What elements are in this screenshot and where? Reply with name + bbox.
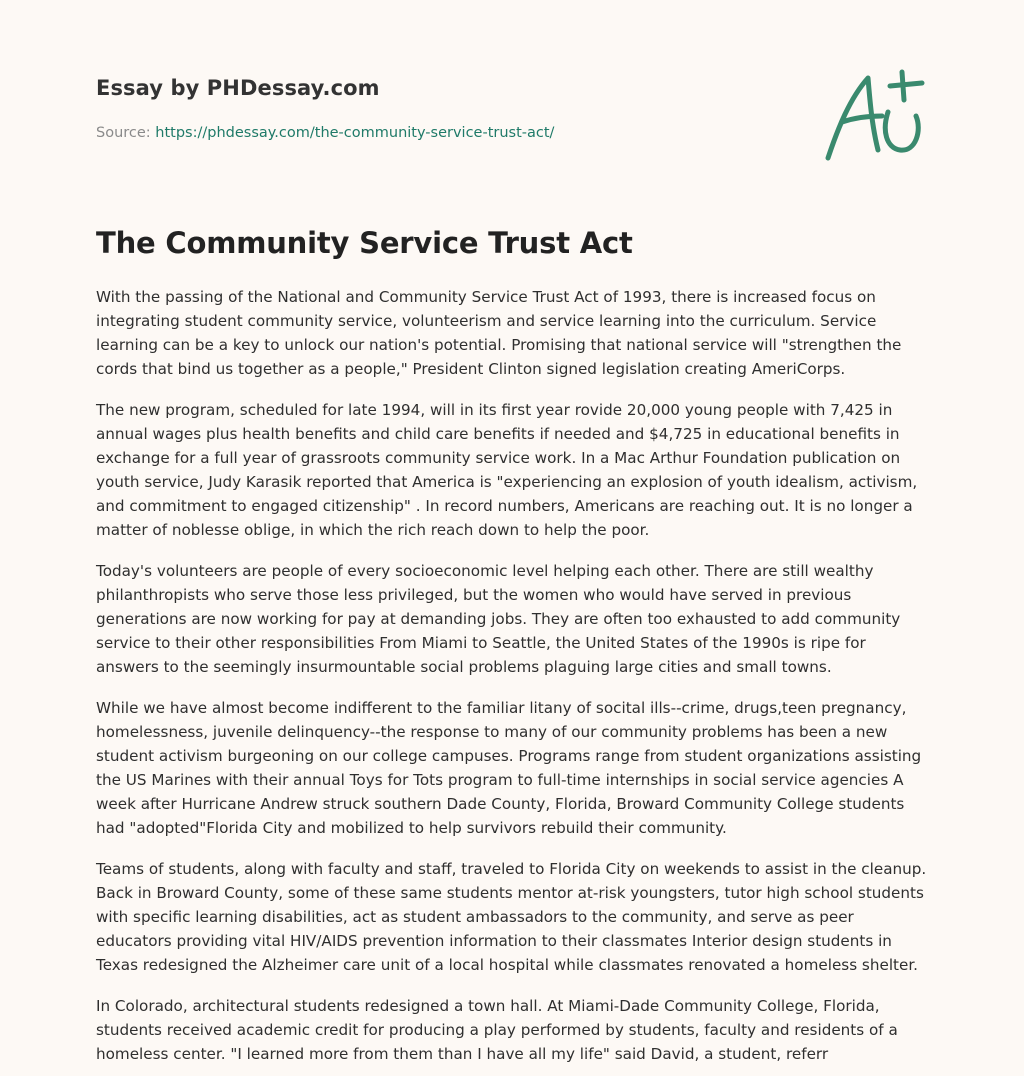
source-link[interactable]: https://phdessay.com/the-community-service-trust-act/ [155, 125, 555, 141]
paragraph: The new program, scheduled for late 1994, will in its first year rovide 20,000 young people with 7,425 in annual wages plus health benefits and child care benefits if needed and $4,725 in educational benefits in exchange for a full year of grassroots community service work. In a Mac Arthur Foundation publication on youth service, Judy Karasik reported that America is "experiencing an explosion of youth idealism, activism, and commitment to engaged citizenship" . In record numbers, Americans are reaching out. It is no longer a matter of noblesse oblige, in which the rich reach down to help the poor. [96, 401, 918, 539]
article-title: The Community Service Trust Act [96, 226, 633, 260]
paragraph: Teams of students, along with faculty and staff, traveled to Florida City on weekends to assist in the cleanup. Back in Broward County, some of these same students mentor at-risk youngsters, tutor high school students with specific learning disabilities, act as student ambassadors to the community, and serve as peer educators providing vital HIV/AIDS prevention information to their classmates Interior design students in Texas redesigned the Alzheimer care unit of a local hospital while classmates renovated a homeless shelter. [96, 860, 927, 974]
page-header [96, 76, 796, 141]
paragraph: With the passing of the National and Community Service Trust Act of 1993, there is increased focus on integrating student community service, volunteerism and service learning into the curriculum. Service learning can be a key to unlock our nation's potential. Promising that national service will "strengthen the cords that bind us together as a people," President Clinton signed legislation creating AmeriCorps. [96, 288, 902, 378]
paragraph: While we have almost become indifferent to the familiar litany of socital ills--crime, drugs,teen pregnancy, homelessness, juvenile delinquency--the response to many of our community problems has been a new student activism burgeoning on our college campuses. Programs range from student organizations assisting the US Marines with their annual Toys for Tots program to full-time internships in social service agencies A week after Hurricane Andrew struck southern Dade County, Florida, Broward Community College students had "adopted"Florida City and mobilized to help survivors rebuild their community. [96, 699, 922, 837]
paragraph: In Colorado, architectural students redesigned a town hall. At Miami-Dade Community College, Florida, students received academic credit for producing a play performed by students, faculty and residents of a homeless center. "I learned more from them than I have all my life" said David, a student, referr [96, 997, 898, 1063]
article-body [96, 285, 928, 1076]
paragraph: Today's volunteers are people of every socioeconomic level helping each other. There are still wealthy philanthropists who serve those less privileged, but the women who would have served in previous generations are now working for pay at demanding jobs. They are often too exhausted to add community service to their other responsibilities From Miami to Seattle, the United States of the 1990s is ripe for answers to the seemingly insurmountable social problems plaguing large cities and small towns. [96, 562, 901, 676]
site-title: Essay by PHDessay.com [96, 76, 380, 100]
source-label: Source: [96, 125, 151, 141]
a-plus-grade-logo-icon [820, 66, 930, 166]
source-line [96, 125, 796, 141]
